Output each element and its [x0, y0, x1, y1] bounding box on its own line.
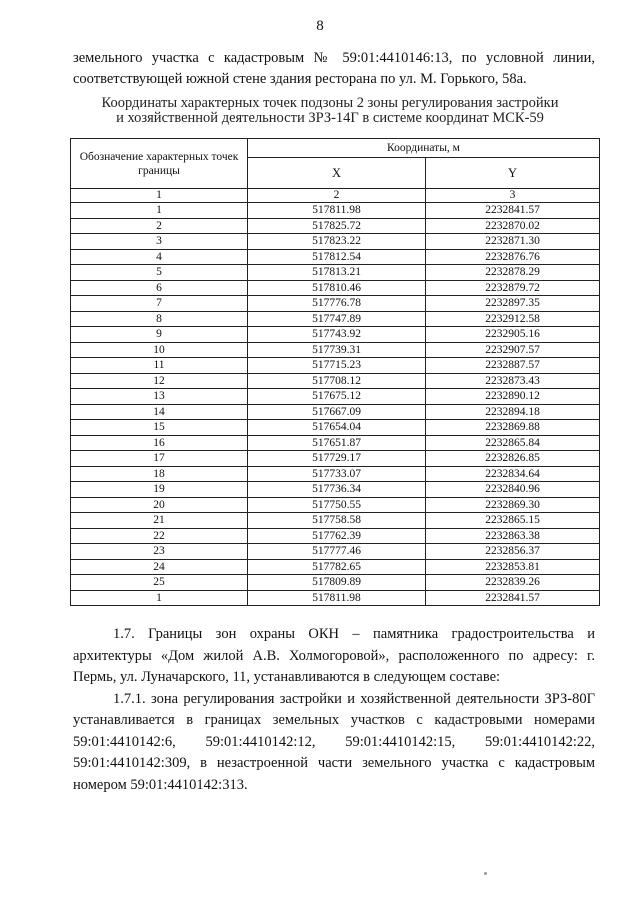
x-coordinate-cell: 517823.22	[248, 234, 426, 250]
x-coordinate-cell: 517776.78	[248, 296, 426, 312]
point-number-cell: 14	[71, 404, 248, 420]
header-coordinates: Координаты, м	[248, 139, 600, 158]
y-coordinate-cell: 2232834.64	[426, 466, 600, 482]
table-row	[71, 265, 600, 281]
coordinates-table	[70, 138, 600, 606]
table-row	[71, 451, 600, 467]
point-number-cell: 5	[71, 265, 248, 281]
y-coordinate-cell: 2232870.02	[426, 218, 600, 234]
x-coordinate-cell: 517747.89	[248, 311, 426, 327]
table-row	[71, 280, 600, 296]
table-row	[71, 249, 600, 265]
y-coordinate-cell: 2232863.38	[426, 528, 600, 544]
y-coordinate-cell: 2232912.58	[426, 311, 600, 327]
y-coordinate-cell: 2232876.76	[426, 249, 600, 265]
column-index-cell: 3	[426, 189, 600, 203]
y-coordinate-cell: 2232871.30	[426, 234, 600, 250]
y-coordinate-cell: 2232879.72	[426, 280, 600, 296]
point-number-cell: 1	[71, 203, 248, 219]
x-coordinate-cell: 517729.17	[248, 451, 426, 467]
x-coordinate-cell: 517651.87	[248, 435, 426, 451]
header-point-label: Обозначение характерных точек границы	[71, 139, 248, 189]
table-row	[71, 420, 600, 436]
header-x: X	[248, 158, 426, 189]
point-number-cell: 18	[71, 466, 248, 482]
table-row	[71, 404, 600, 420]
y-coordinate-cell: 2232887.57	[426, 358, 600, 374]
point-number-cell: 11	[71, 358, 248, 374]
x-coordinate-cell: 517715.23	[248, 358, 426, 374]
column-index-cell: 1	[71, 189, 248, 203]
body-text	[73, 624, 595, 796]
point-number-cell: 13	[71, 389, 248, 405]
y-coordinate-cell: 2232841.57	[426, 590, 600, 606]
x-coordinate-cell: 517743.92	[248, 327, 426, 343]
table-row	[71, 528, 600, 544]
header-y: Y	[426, 158, 600, 189]
point-number-cell: 20	[71, 497, 248, 513]
y-coordinate-cell: 2232869.88	[426, 420, 600, 436]
x-coordinate-cell: 517825.72	[248, 218, 426, 234]
table-row	[71, 513, 600, 529]
y-coordinate-cell: 2232894.18	[426, 404, 600, 420]
y-coordinate-cell: 2232873.43	[426, 373, 600, 389]
table-row	[71, 327, 600, 343]
y-coordinate-cell: 2232839.26	[426, 575, 600, 591]
point-number-cell: 21	[71, 513, 248, 529]
table-row	[71, 559, 600, 575]
y-coordinate-cell: 2232878.29	[426, 265, 600, 281]
table-row	[71, 296, 600, 312]
y-coordinate-cell: 2232905.16	[426, 327, 600, 343]
point-number-cell: 3	[71, 234, 248, 250]
x-coordinate-cell: 517811.98	[248, 203, 426, 219]
point-number-cell: 17	[71, 451, 248, 467]
point-number-cell: 7	[71, 296, 248, 312]
table-row	[71, 218, 600, 234]
table-row	[71, 575, 600, 591]
x-coordinate-cell: 517733.07	[248, 466, 426, 482]
table-row	[71, 544, 600, 560]
x-coordinate-cell: 517736.34	[248, 482, 426, 498]
scan-speck	[484, 872, 487, 875]
column-index-cell: 2	[248, 189, 426, 203]
x-coordinate-cell: 517708.12	[248, 373, 426, 389]
table-row	[71, 234, 600, 250]
y-coordinate-cell: 2232840.96	[426, 482, 600, 498]
y-coordinate-cell: 2232897.35	[426, 296, 600, 312]
point-number-cell: 15	[71, 420, 248, 436]
y-coordinate-cell: 2232890.12	[426, 389, 600, 405]
x-coordinate-cell: 517809.89	[248, 575, 426, 591]
point-number-cell: 23	[71, 544, 248, 560]
y-coordinate-cell: 2232826.85	[426, 451, 600, 467]
table-row	[71, 497, 600, 513]
table-title-line-1: Координаты характерных точек подзоны 2 зоны регулирования застройки	[101, 95, 559, 111]
point-number-cell: 22	[71, 528, 248, 544]
table-row	[71, 435, 600, 451]
point-number-cell: 2	[71, 218, 248, 234]
table-title	[60, 96, 600, 126]
table-row	[71, 311, 600, 327]
intro-line-2: соответствующей южной стене здания ресторана по ул. М. Горького, 58а.	[73, 71, 527, 87]
paragraph-1-7-1: 1.7.1. зона регулирования застройки и хозяйственной деятельности ЗРЗ-80Г устанавливается в границах земельных участков с кадастровыми номерами 59:01:4410142:6, 59:01:4410142:12, 59:01:4410142:15, 59:01:4410142:22, 59:01:4410142:309, в незастроенной части земельного участка с кадастровым номером 59:01:4410142:313.	[73, 690, 595, 793]
point-number-cell: 6	[71, 280, 248, 296]
x-coordinate-cell: 517813.21	[248, 265, 426, 281]
table-row	[71, 590, 600, 606]
table-title-line-2: и хозяйственной деятельности ЗРЗ-14Г в системе координат МСК-59	[116, 110, 544, 126]
point-number-cell: 10	[71, 342, 248, 358]
point-number-cell: 8	[71, 311, 248, 327]
table-row	[71, 203, 600, 219]
x-coordinate-cell: 517777.46	[248, 544, 426, 560]
paragraph-1-7: 1.7. Границы зон охраны ОКН – памятника градостроительства и архитектуры «Дом жилой А.В. Холмогоровой», расположенного по адресу: г. Пермь, ул. Луначарского, 11, устанавливаются в следующем составе:	[73, 626, 595, 685]
point-number-cell: 19	[71, 482, 248, 498]
y-coordinate-cell: 2232865.84	[426, 435, 600, 451]
table-row	[71, 482, 600, 498]
intro-line-1: земельного участка с кадастровым № 59:01:4410146:13, по условной линии,	[73, 50, 595, 66]
x-coordinate-cell: 517675.12	[248, 389, 426, 405]
point-number-cell: 9	[71, 327, 248, 343]
y-coordinate-cell: 2232853.81	[426, 559, 600, 575]
y-coordinate-cell: 2232841.57	[426, 203, 600, 219]
x-coordinate-cell: 517758.58	[248, 513, 426, 529]
point-number-cell: 24	[71, 559, 248, 575]
column-index-row	[71, 189, 600, 203]
x-coordinate-cell: 517811.98	[248, 590, 426, 606]
x-coordinate-cell: 517812.54	[248, 249, 426, 265]
y-coordinate-cell: 2232856.37	[426, 544, 600, 560]
x-coordinate-cell: 517762.39	[248, 528, 426, 544]
table-row	[71, 389, 600, 405]
x-coordinate-cell: 517739.31	[248, 342, 426, 358]
table-row	[71, 466, 600, 482]
y-coordinate-cell: 2232865.15	[426, 513, 600, 529]
x-coordinate-cell: 517750.55	[248, 497, 426, 513]
point-number-cell: 16	[71, 435, 248, 451]
x-coordinate-cell: 517782.65	[248, 559, 426, 575]
table-row	[71, 373, 600, 389]
point-number-cell: 4	[71, 249, 248, 265]
y-coordinate-cell: 2232907.57	[426, 342, 600, 358]
x-coordinate-cell: 517654.04	[248, 420, 426, 436]
table-row	[71, 358, 600, 374]
intro-text	[73, 48, 595, 90]
point-number-cell: 12	[71, 373, 248, 389]
x-coordinate-cell: 517810.46	[248, 280, 426, 296]
page-number: 8	[316, 18, 324, 34]
table-row	[71, 342, 600, 358]
point-number-cell: 1	[71, 590, 248, 606]
x-coordinate-cell: 517667.09	[248, 404, 426, 420]
y-coordinate-cell: 2232869.30	[426, 497, 600, 513]
point-number-cell: 25	[71, 575, 248, 591]
